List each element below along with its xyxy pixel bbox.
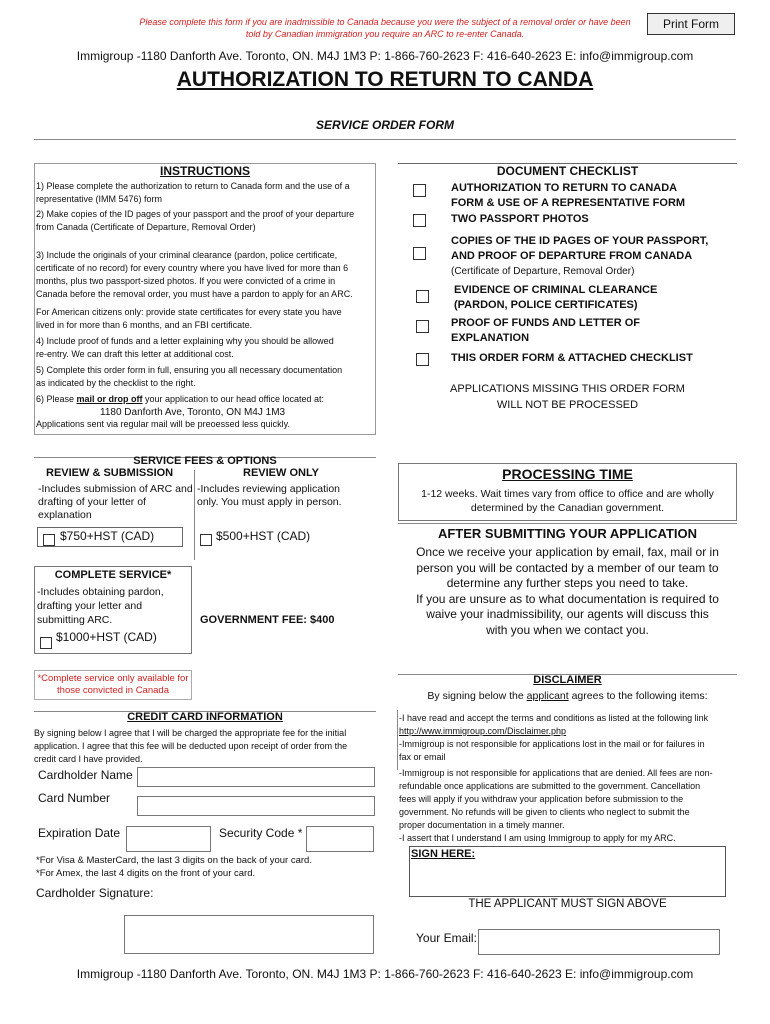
instruction-item-3	[36, 249, 374, 301]
complete-service-desc	[37, 585, 192, 627]
complete-line3: submitting ARC.	[37, 614, 113, 626]
cardholder-signature-label: Cardholder Signature:	[36, 886, 154, 900]
header-contact: Immigroup -1180 Danforth Ave. Toronto, ON. M4J 1M3 P: 1-866-760-2623 F: 416-640-2623 E: info@immigroup.com	[76, 49, 694, 63]
checklist-4-line1: EVIDENCE OF CRIMINAL CLEARANCE	[454, 284, 658, 296]
fees-column-divider	[194, 470, 195, 560]
instruction-item-5	[36, 364, 374, 390]
complete-line2: drafting your letter and	[37, 600, 143, 612]
security-code-label: Security Code *	[219, 826, 303, 840]
processing-time-desc	[398, 487, 737, 515]
credit-card-heading: CREDIT CARD INFORMATION	[127, 711, 283, 723]
checklist-checkbox-3[interactable]	[413, 247, 426, 260]
footer-contact: Immigroup -1180 Danforth Ave. Toronto, ON. M4J 1M3 P: 1-866-760-2623 F: 416-640-2623 E: info@immigroup.com	[76, 967, 694, 981]
government-fee: GOVERNMENT FEE: $400	[200, 614, 335, 626]
instruction-item-4	[36, 335, 374, 361]
after-line2: person you will be contacted by a member of our team to	[416, 560, 719, 575]
complete-service-note	[34, 673, 192, 697]
checklist-heading: DOCUMENT CHECKLIST	[496, 164, 639, 178]
removal-notice-line1: Please complete this form if you are inadmissible to Canada because you were the subject of a removal order or have been	[139, 17, 631, 27]
instructions-heading: INSTRUCTIONS	[160, 164, 250, 178]
review-only-line2: only. You must apply in person.	[197, 496, 342, 508]
disclaimer-p2-line5: proper documentation in a timely manner.	[399, 820, 565, 830]
instruction-item-6	[36, 393, 374, 419]
removal-notice	[130, 16, 640, 40]
review-only-price: $500+HST (CAD)	[216, 529, 311, 543]
removal-notice-line2: told by Canadian immigration you require an ARC to re-enter Canada.	[245, 29, 525, 39]
complete-service-price: $1000+HST (CAD)	[56, 630, 157, 644]
security-code-notes	[36, 854, 312, 880]
complete-line1: -Includes obtaining pardon,	[37, 586, 164, 598]
instruction-6-post: your application to our head office located at:	[142, 394, 324, 404]
must-sign-notice: THE APPLICANT MUST SIGN ABOVE	[468, 898, 667, 910]
checklist-3-line2: AND PROOF OF DEPARTURE FROM CANADA	[451, 250, 693, 262]
disclaimer-left-rule	[397, 710, 398, 770]
instruction-1-line1: 1) Please complete the authorization to return to Canada form and the use of a	[36, 181, 350, 191]
visa-note: *For Visa & MasterCard, the last 3 digits on the back of your card.	[36, 855, 312, 866]
checklist-item-4	[454, 283, 657, 313]
complete-note-line2: those convicted in Canada	[57, 685, 169, 696]
regular-mail-note: Applications sent via regular mail will be preoessed less quickly.	[36, 419, 290, 429]
instruction-1-line2: representative (IMM 5476) form	[36, 194, 163, 204]
instruction-3-line1: 3) Include the originals of your criminal clearance (pardon, police certificate,	[36, 250, 338, 260]
after-line1: Once we receive your application by email, fax, mail or in	[416, 545, 719, 559]
complete-note-line1: *Complete service only available for	[37, 673, 189, 684]
instruction-5-line2: as indicated by the checklist to the right.	[36, 378, 196, 388]
sign-here-label: SIGN HERE:	[411, 848, 476, 860]
cardholder-name-label: Cardholder Name	[38, 768, 133, 782]
disclaimer-link[interactable]: http://www.immigroup.com/Disclaimer.php	[399, 726, 567, 736]
print-form-button[interactable]: Print Form	[647, 13, 735, 35]
card-number-input[interactable]	[137, 796, 375, 816]
review-submission-line3: explanation	[38, 509, 92, 521]
instruction-4-line1: 4) Include proof of funds and a letter explaining why you should be allowed	[36, 336, 334, 346]
expiration-date-input[interactable]	[126, 826, 211, 852]
checklist-5-line2: EXPLANATION	[451, 332, 530, 344]
header-divider	[34, 139, 736, 140]
after-submit-desc	[398, 545, 737, 638]
email-label: Your Email:	[416, 931, 477, 945]
disclaimer-p2-line6: -I assert that I understand I am using Immigroup to apply for my ARC.	[399, 833, 676, 843]
checklist-4-line2: (PARDON, POLICE CERTIFICATES)	[454, 299, 638, 311]
review-submission-line2: drafting of your letter of	[38, 496, 146, 508]
instruction-6-line1	[36, 393, 374, 406]
disclaimer-p1-line3: -Immigroup is not responsible for applications lost in the mail or for failures in	[399, 739, 705, 749]
disclaimer-heading: DISCLAIMER	[533, 674, 602, 686]
amex-note: *For Amex, the last 4 digits on the front of your card.	[36, 868, 256, 879]
review-submission-title: REVIEW & SUBMISSION	[46, 467, 174, 479]
expiration-date-label: Expiration Date	[38, 826, 121, 840]
checklist-item-3	[451, 234, 708, 279]
checklist-item-2: TWO PASSPORT PHOTOS	[451, 213, 589, 225]
after-line5: waive your inadmissibility, our agents will discuss this	[426, 607, 709, 621]
american-line1: For American citizens only: provide state certificates for every state you have	[36, 307, 342, 317]
disclaimer-p2-line4: government. No refunds will be given to clients who neglect to submit the	[399, 807, 690, 817]
office-address: 1180 Danforth Ave, Toronto, ON M4J 1M3	[100, 407, 286, 418]
instruction-item-2	[36, 208, 374, 234]
checklist-checkbox-4[interactable]	[416, 290, 429, 303]
missing-order-warning	[398, 381, 737, 413]
page-title: AUTHORIZATION TO RETURN TO CANDA	[176, 68, 594, 91]
security-code-input[interactable]	[306, 826, 374, 852]
disclaimer-p2-line2: refundable once applications are submitted to the government. Cancellation	[399, 781, 701, 791]
agree-line3: credit card I have provided.	[34, 754, 143, 764]
american-line2: lived in for more than 6 months, and an FBI certificate.	[36, 320, 253, 330]
checklist-1-line1: AUTHORIZATION TO RETURN TO CANADA	[451, 182, 678, 194]
after-line6: with you when we contact you.	[486, 622, 649, 637]
credit-card-agreement	[34, 727, 376, 766]
checklist-checkbox-6[interactable]	[416, 353, 429, 366]
instruction-6-pre: 6) Please	[36, 394, 77, 404]
checklist-checkbox-2[interactable]	[413, 214, 426, 227]
fees-heading: SERVICE FEES & OPTIONS	[133, 455, 277, 467]
checklist-5-line1: PROOF OF FUNDS AND LETTER OF	[451, 317, 641, 329]
checklist-checkbox-5[interactable]	[416, 320, 429, 333]
instruction-4-line2: re-entry. We can draft this letter at additional cost.	[36, 349, 234, 359]
after-line3: determine any further steps you need to take.	[446, 576, 689, 590]
review-submission-desc	[38, 483, 193, 522]
instruction-3-line4: Canada before the removal order, you must have a pardon to apply for an ARC.	[36, 289, 353, 299]
review-submission-checkbox[interactable]	[43, 534, 55, 546]
checklist-3-line1: COPIES OF THE ID PAGES OF YOUR PASSPORT,	[451, 235, 709, 247]
instruction-5-line1: 5) Complete this order form in full, ensuring you all necessary documentation	[36, 365, 343, 375]
instruction-2-line1: 2) Make copies of the ID pages of your passport and the proof of your departure	[36, 209, 355, 219]
checklist-1-line2: FORM & USE OF A REPRESENTATIVE FORM	[451, 197, 686, 209]
disclaimer-p1-line1: -I have read and accept the terms and conditions as listed at the following link	[399, 713, 709, 723]
checklist-item-1	[451, 181, 685, 211]
review-only-title: REVIEW ONLY	[243, 467, 319, 479]
checklist-item-5	[451, 316, 640, 346]
instruction-6-bold: mail or drop off	[76, 394, 143, 404]
disclaimer-p2-line1: -Immigroup is not responsible for applications that are denied. All fees are non-	[399, 768, 713, 778]
cardholder-name-input[interactable]	[137, 767, 375, 787]
disclaimer-p1-line4: fax or email	[399, 752, 446, 762]
after-submit-heading: AFTER SUBMITTING YOUR APPLICATION	[437, 526, 698, 541]
page-subtitle: SERVICE ORDER FORM	[315, 118, 454, 132]
agree-line2: application. I agree that this fee will be deducted upon receipt of order from the	[34, 741, 348, 751]
cardholder-signature-field[interactable]	[124, 915, 374, 954]
review-only-line1: -Includes reviewing application	[197, 483, 340, 495]
email-input[interactable]	[478, 929, 720, 955]
instruction-2-line2: from Canada (Certificate of Departure, Removal Order)	[36, 222, 256, 232]
agree-line1: By signing below I agree that I will be charged the appropriate fee for the initial	[34, 728, 347, 738]
instruction-item-1	[36, 180, 374, 206]
disclaimer-p2-line3: fees will apply if you withdraw your application before submission to the	[399, 794, 684, 804]
disclaimer-intro	[398, 690, 737, 702]
disclaimer-paragraph-1	[399, 712, 737, 764]
complete-service-checkbox[interactable]	[40, 637, 52, 649]
missing-line1: APPLICATIONS MISSING THIS ORDER FORM	[450, 383, 685, 395]
review-only-desc	[197, 483, 375, 509]
processing-line1: 1-12 weeks. Wait times vary from office to office and are wholly	[421, 488, 714, 500]
after-line4: If you are unsure as to what documentation is required to	[416, 591, 719, 606]
disclaimer-intro-applicant: applicant	[526, 690, 569, 702]
instruction-american	[36, 306, 374, 332]
disclaimer-paragraph-2	[399, 767, 737, 845]
missing-line2: WILL NOT BE PROCESSED	[496, 399, 639, 411]
disclaimer-intro-pre: By signing below the	[427, 690, 527, 702]
review-only-checkbox[interactable]	[200, 534, 212, 546]
processing-heading: PROCESSING TIME	[502, 466, 633, 482]
review-submission-line1: -Includes submission of ARC and	[38, 483, 193, 495]
card-number-label: Card Number	[38, 791, 111, 805]
checklist-3-sub: (Certificate of Departure, Removal Order)	[451, 266, 635, 277]
checklist-checkbox-1[interactable]	[413, 184, 426, 197]
after-submit-rule	[398, 523, 737, 524]
processing-line2: determined by the Canadian government.	[470, 502, 665, 514]
review-submission-price: $750+HST (CAD)	[60, 529, 155, 543]
checklist-item-6: THIS ORDER FORM & ATTACHED CHECKLIST	[451, 352, 693, 364]
complete-service-title: COMPLETE SERVICE*	[54, 569, 172, 581]
disclaimer-intro-post: agrees to the following items:	[568, 690, 708, 702]
instruction-3-line3: months, plus two passport-sized photos. If you were convicted of a crime in	[36, 276, 336, 286]
instruction-3-line2: certificate of no record) for every country where you have lived for more than 6	[36, 263, 349, 273]
